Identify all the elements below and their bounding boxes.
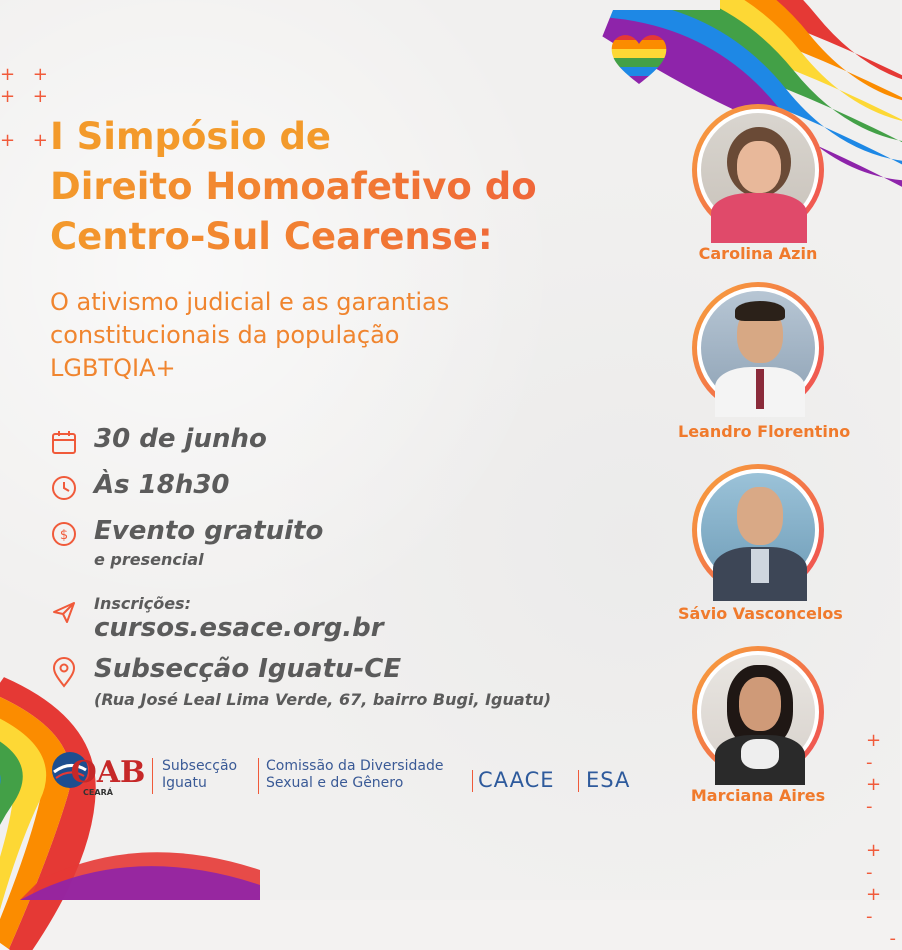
speaker-card (678, 464, 843, 623)
speaker-name: Sávio Vasconcelos (678, 604, 843, 623)
event-subtitle (50, 286, 550, 385)
price-row (50, 516, 323, 570)
plus-decoration-top-left: + + + + + + (0, 64, 54, 151)
subtitle-line: constitucionais da população (50, 321, 400, 349)
avatar (692, 646, 824, 778)
subtitle-line: O ativismo judicial e as garantias (50, 288, 450, 316)
event-address: (Rua José Leal Lima Verde, 67, bairro Bugi, Iguatu) (94, 690, 552, 709)
subsection-line: Iguatu (162, 775, 207, 791)
divider (578, 770, 579, 792)
speaker-card (678, 104, 838, 263)
oab-logo (50, 750, 150, 798)
avatar (692, 464, 824, 596)
plus-decoration-bottom-right: + - + - + - + - - (866, 730, 902, 949)
oab-state: CEARÁ (83, 788, 113, 797)
speaker-name: Marciana Aires (690, 786, 826, 805)
title-line: Direito Homoafetivo do (50, 162, 650, 212)
title-line: Centro-Sul Cearense: (50, 212, 650, 262)
avatar (692, 282, 824, 414)
event-date: 30 de junho (94, 424, 267, 454)
title-line: I Simpósio de (50, 115, 332, 158)
time-row (50, 470, 230, 502)
event-time: Às 18h30 (94, 470, 230, 500)
send-icon (50, 598, 78, 626)
registration-row (50, 594, 384, 643)
event-price: Evento gratuito (94, 516, 324, 546)
divider (258, 758, 259, 794)
caace-logo: CAACE (478, 768, 555, 792)
commission-line: Sexual e de Gênero (266, 775, 404, 791)
divider (472, 770, 473, 792)
calendar-icon (50, 428, 78, 456)
heart-icon (608, 28, 670, 90)
location-row (50, 654, 551, 710)
event-title (50, 112, 650, 262)
speaker-card (678, 646, 838, 805)
subsection-label (162, 758, 237, 792)
event-location: Subsecção Iguatu-CE (94, 654, 402, 684)
divider (152, 758, 153, 794)
commission-line: Comissão da Diversidade (266, 758, 444, 774)
avatar (692, 104, 824, 236)
date-row (50, 424, 267, 456)
speaker-name: Leandro Florentino (678, 422, 851, 441)
subtitle-line: LGBTQIA+ (50, 354, 176, 382)
registration-label: Inscrições: (94, 594, 191, 613)
footer-logos (50, 748, 650, 804)
esa-logo: ESA (586, 768, 631, 792)
location-pin-icon (50, 658, 78, 686)
svg-text:$: $ (59, 528, 69, 543)
oab-wordmark: OAB (70, 755, 146, 790)
registration-link[interactable]: cursos.esace.org.br (94, 613, 384, 643)
dollar-icon (50, 520, 78, 548)
speaker-name: Carolina Azin (698, 244, 818, 263)
event-price-note: e presencial (94, 550, 204, 569)
clock-icon (50, 474, 78, 502)
subsection-line: Subsecção (162, 758, 238, 774)
commission-label (266, 758, 443, 792)
speaker-card (678, 282, 851, 441)
